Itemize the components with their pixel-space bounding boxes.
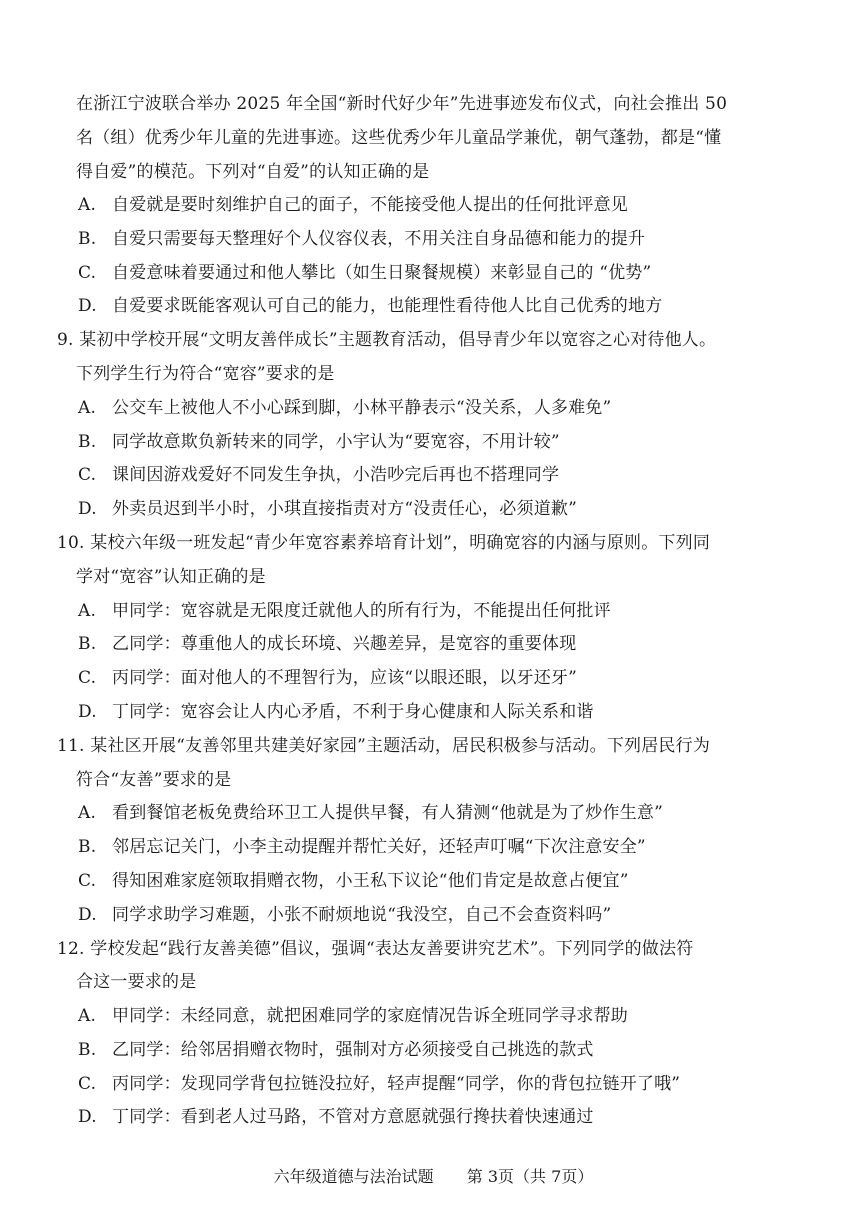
option-text: 丁同学：看到老人过马路，不管对方意愿就强行搀扶着快速通过 xyxy=(112,1107,594,1127)
option-letter: A. xyxy=(78,398,97,418)
option-letter: B. xyxy=(78,837,97,857)
option-letter: D. xyxy=(78,499,97,519)
q8-option-b xyxy=(78,227,645,251)
option-text: 课间因游戏爱好不同发生争执，小浩吵完后再也不搭理同学 xyxy=(112,465,560,485)
q11-option-b xyxy=(78,835,646,859)
q12-option-b xyxy=(78,1038,594,1062)
option-letter: C. xyxy=(78,871,97,891)
option-text: 甲同学：宽容就是无限度迁就他人的所有行为，不能提出任何批评 xyxy=(112,601,611,621)
option-text: 看到餐馆老板免费给环卫工人提供早餐，有人猜测“他就是为了炒作生意” xyxy=(112,803,663,823)
q12-option-c xyxy=(78,1072,680,1096)
footer-subject: 六年级道德与法治试题 xyxy=(273,1167,434,1186)
q11-option-c xyxy=(78,869,629,893)
option-text: 同学故意欺负新转来的同学，小宇认为“要宽容，不用计较” xyxy=(112,432,560,452)
q10-option-d xyxy=(78,700,594,724)
option-text: 乙同学：给邻居捐赠衣物时，强制对方必须接受自己挑选的款式 xyxy=(112,1040,594,1060)
q11-option-d xyxy=(78,903,611,927)
option-letter: D. xyxy=(78,296,97,316)
q10-option-b xyxy=(78,632,576,656)
option-letter: B. xyxy=(78,1040,97,1060)
option-text: 自爱只需要每天整理好个人仪容仪表，不用关注自身品德和能力的提升 xyxy=(112,229,646,249)
q8-stem-line-1: 在浙江宁波联合举办 2025 年全国“新时代好少年”先进事迹发布仪式，向社会推出 50 xyxy=(76,94,728,114)
option-letter: C. xyxy=(78,1074,97,1094)
q9-stem-line-2: 下列学生行为符合“宽容”要求的是 xyxy=(76,364,335,384)
option-text: 自爱就是要时刻维护自己的面子，不能接受他人提出的任何批评意见 xyxy=(112,195,628,215)
q11-option-a xyxy=(78,801,663,825)
option-letter: B. xyxy=(78,634,97,654)
option-text: 得知困难家庭领取捐赠衣物，小王私下议论“他们肯定是故意占便宜” xyxy=(112,871,629,891)
option-text: 外卖员迟到半小时，小琪直接指责对方“没责任心，必须道歉” xyxy=(112,499,577,519)
q10-stem-line-2: 学对“宽容”认知正确的是 xyxy=(76,567,266,587)
option-letter: C. xyxy=(78,465,97,485)
option-letter: B. xyxy=(78,229,97,249)
q9-option-c xyxy=(78,463,559,487)
option-text: 同学求助学习难题，小张不耐烦地说“我没空，自己不会查资料吗” xyxy=(112,905,612,925)
option-text: 公交车上被他人不小心踩到脚，小林平静表示“没关系，人多难免” xyxy=(112,398,612,418)
option-text: 自爱要求既能客观认可自己的能力，也能理性看待他人比自己优秀的地方 xyxy=(112,296,663,316)
option-letter: A. xyxy=(78,601,97,621)
option-text: 丙同学：面对他人的不理智行为，应该“以眼还眼，以牙还牙” xyxy=(112,668,577,688)
option-text: 乙同学：尊重他人的成长环境、兴趣差异，是宽容的重要体现 xyxy=(112,634,577,654)
q12-option-d xyxy=(78,1105,594,1129)
q9-option-b xyxy=(78,430,560,454)
option-letter: D. xyxy=(78,702,97,722)
option-letter: B. xyxy=(78,432,97,452)
q12-stem-line-1: 12. 学校发起“践行友善美德”倡议，强调“表达友善要讲究艺术”。下列同学的做法符 xyxy=(57,939,694,959)
option-letter: D. xyxy=(78,905,97,925)
option-letter: A. xyxy=(78,1006,97,1026)
q10-stem-line-1: 10. 某校六年级一班发起“青少年宽容素养培育计划”，明确宽容的内涵与原则。下列同 xyxy=(57,533,711,553)
option-letter: A. xyxy=(78,195,97,215)
q10-option-c xyxy=(78,666,577,690)
q9-option-d xyxy=(78,497,577,521)
q8-stem-line-2: 名（组）优秀少年儿童的先进事迹。这些优秀少年儿童品学兼优，朝气蓬勃，都是“懂 xyxy=(76,128,722,148)
option-letter: A. xyxy=(78,803,97,823)
q11-stem-line-2: 符合“友善”要求的是 xyxy=(76,770,232,790)
q12-option-a xyxy=(78,1004,628,1028)
option-letter: C. xyxy=(78,263,97,283)
q9-option-a xyxy=(78,396,611,420)
option-letter: C. xyxy=(78,668,97,688)
q10-option-a xyxy=(78,599,611,623)
option-text: 甲同学：未经同意，就把困难同学的家庭情况告诉全班同学寻求帮助 xyxy=(112,1006,628,1026)
q12-stem-line-2: 合这一要求的是 xyxy=(76,972,197,992)
option-text: 丙同学：发现同学背包拉链没拉好，轻声提醒“同学，你的背包拉链开了哦” xyxy=(112,1074,681,1094)
option-text: 自爱意味着要通过和他人攀比（如生日聚餐规模）来彰显自己的 “优势” xyxy=(112,263,652,283)
option-text: 邻居忘记关门，小李主动提醒并帮忙关好，还轻声叮嘱“下次注意安全” xyxy=(112,837,646,857)
page-footer xyxy=(0,1166,867,1188)
q8-option-c xyxy=(78,261,651,285)
q11-stem-line-1: 11. 某社区开展“友善邻里共建美好家园”主题活动，居民积极参与活动。下列居民行为 xyxy=(57,736,711,756)
q8-option-a xyxy=(78,193,628,217)
q8-stem-line-3: 得自爱”的模范。下列对“自爱”的认知正确的是 xyxy=(76,162,430,182)
footer-page-number: 第 3页（共 7页） xyxy=(466,1167,594,1186)
q8-option-d xyxy=(78,294,662,318)
q9-stem-line-1: 9. 某初中学校开展“文明友善伴成长”主题教育活动，倡导青少年以宽容之心对待他人。 xyxy=(57,330,717,350)
option-text: 丁同学：宽容会让人内心矛盾，不利于身心健康和人际关系和谐 xyxy=(112,702,594,722)
option-letter: D. xyxy=(78,1107,97,1127)
